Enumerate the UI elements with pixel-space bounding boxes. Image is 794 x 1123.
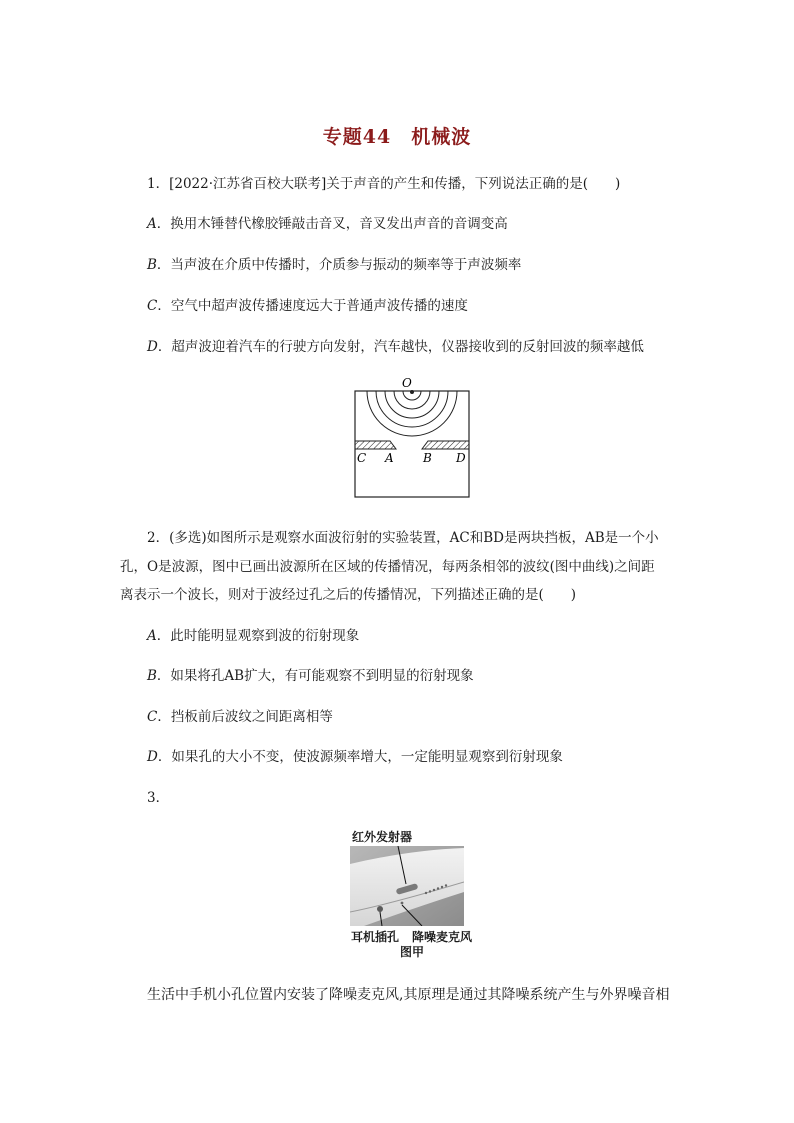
option-text: ．空气中超声波传播速度远大于普通声波传播的速度 [157,298,468,314]
label-a: A [385,451,394,465]
q1-option-c [147,294,468,314]
figure-caption: 图甲 [400,945,425,959]
option-text: ．此时能明显观察到波的衍射现象 [156,628,360,644]
page-title: 专题44 机械波 [322,126,472,148]
option-text: ．当声波在介质中传播时，介质参与振动的频率等于声波频率 [156,257,522,273]
option-letter: B [147,668,157,684]
q1-option-a [147,212,508,232]
q2-stem-line-3: 离表示一个波长，则对于波经过孔之后的传播情况，下列描述正确的是( ) [120,587,577,603]
option-letter: C [147,709,158,725]
option-text: ．如果将孔AB扩大，有可能观察不到明显的衍射现象 [156,668,474,684]
q3-number: 3． [147,790,170,806]
q2-option-a [147,624,359,644]
option-letter: A [147,628,157,644]
option-letter: B [147,257,157,273]
wave-arcs [367,376,457,436]
label-d: D [456,451,466,465]
label-ir-emitter: 红外发射器 [352,830,413,844]
q1-stem: 1．[2022·江苏省百校大联考]关于声音的产生和传播，下列说法正确的是( ) [147,176,621,192]
q2-stem-line-2: 孔，O是波源，图中已画出波源所在区域的传播情况，每两条相邻的波纹(图中曲线)之间距 [120,559,655,575]
label-o: O [402,376,412,390]
label-noise-mic: 降噪麦克风 [412,930,473,944]
option-text: ．换用木锤替代橡胶锤敲击音叉，音叉发出声音的音调变高 [156,216,508,232]
q2-stem-line-1: 2．(多选)如图所示是观察水面波衍射的实验装置，AC和BD是两块挡板，AB是一个小 [147,530,659,546]
headphone-jack [377,906,383,912]
wave-source-dot [410,390,414,394]
option-letter: A [147,216,157,232]
phone-photo [350,846,464,926]
q2-option-c [147,705,333,725]
option-text: ．挡板前后波纹之间距离相等 [157,709,333,725]
mic-hole [401,902,404,905]
barrier-ac [355,441,396,449]
option-letter: D [147,749,158,765]
q3-text: 生活中手机小孔位置内安装了降噪麦克风,其原理是通过其降噪系统产生与外界噪音相 [147,987,670,1003]
option-letter: D [147,339,158,355]
diffraction-figure [350,376,474,502]
q1-option-d [147,335,644,355]
label-headphone-jack: 耳机插孔 [351,930,400,944]
option-letter: C [147,298,158,314]
label-b: B [423,451,432,465]
q2-option-b [147,664,474,684]
q1-option-b [147,253,521,273]
option-text: ．如果孔的大小不变，使波源频率增大，一定能明显观察到衍射现象 [157,749,563,765]
q2-option-d [147,745,563,765]
label-c: C [357,451,367,465]
barrier-bd [422,441,469,449]
option-text: ．超声波迎着汽车的行驶方向发射，汽车越快，仪器接收到的反射回波的频率越低 [157,339,644,355]
